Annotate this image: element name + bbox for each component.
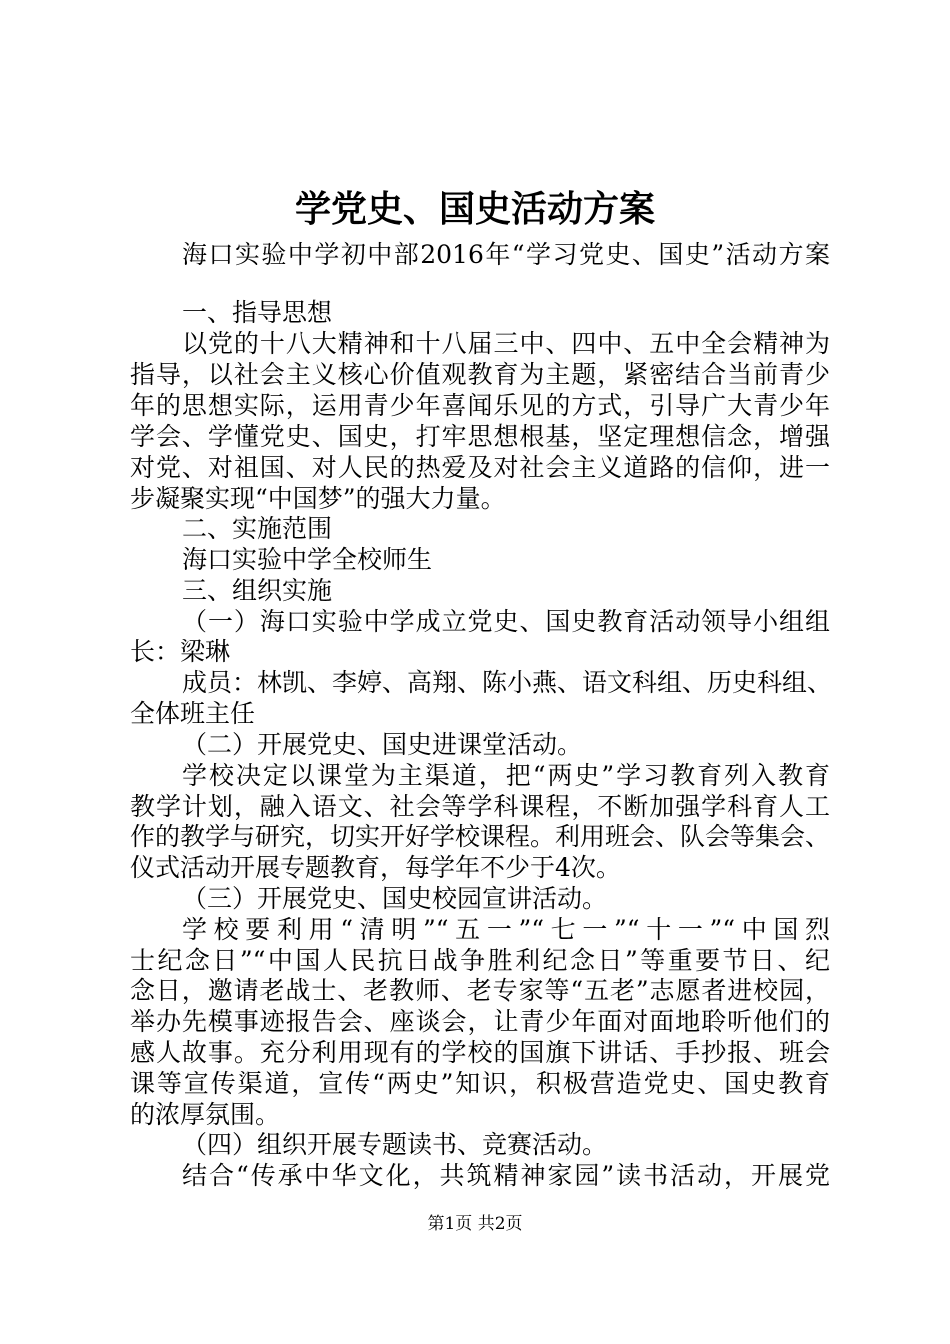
- section-heading: 一、指导思想: [182, 298, 333, 327]
- subsection-heading: （三）开展党史、国史校园宣讲活动。: [182, 884, 608, 913]
- text-line: 年的思想实际，运用青少年喜闻乐见的方式，引导广大青少年: [130, 391, 830, 420]
- text-line: 海口实验中学全校师生: [182, 545, 433, 574]
- text-line: 感人故事。充分利用现有的学校的国旗下讲话、手抄报、班会: [130, 1038, 830, 1067]
- text-line: 念日，邀请老战士、老教师、老专家等“五老”志愿者进校园，: [130, 976, 830, 1005]
- text-line: 学校要利用“清明”“五一”“七一”“十一”“中国烈: [182, 915, 830, 944]
- document-title: 学党史、国史活动方案: [294, 188, 655, 230]
- text-line: 举办先模事迹报告会、座谈会，让青少年面对面地聆听他们的: [130, 1007, 830, 1036]
- text-line: 作的教学与研究，切实开好学校课程。利用班会、队会等集会、: [130, 822, 831, 851]
- subsection-heading: （二）开展党史、国史进课堂活动。: [182, 730, 583, 759]
- text-line: 学校决定以课堂为主渠道，把“两史”学习教育列入教育: [182, 761, 830, 790]
- text-line: 指导，以社会主义核心价值观教育为主题，紧密结合当前青少: [130, 360, 830, 389]
- text-line: （一）海口实验中学成立党史、国史教育活动领导小组组: [182, 607, 830, 636]
- text-line: 全体班主任: [130, 699, 256, 728]
- text-line: 的浓厚氛围。: [130, 1100, 281, 1129]
- text-line: 结合“传承中华文化，共筑精神家园”读书活动，开展党: [182, 1161, 830, 1190]
- page-number: 第1页 共2页: [427, 1214, 523, 1234]
- section-heading: 二、实施范围: [182, 514, 333, 543]
- section-heading: 三、组织实施: [182, 576, 333, 605]
- text-line: 长：梁琳: [130, 637, 231, 666]
- text-line: 对党、对祖国、对人民的热爱及对社会主义道路的信仰，进一: [130, 453, 830, 482]
- text-line: 成员：林凯、李婷、高翔、陈小燕、语文科组、历史科组、: [182, 668, 833, 697]
- text-line: 士纪念日”“中国人民抗日战争胜利纪念日”等重要节日、纪: [130, 946, 830, 975]
- text-line: 步凝聚实现“中国梦”的强大力量。: [130, 484, 506, 513]
- subsection-heading: （四）组织开展专题读书、竞赛活动。: [182, 1130, 608, 1159]
- text-line: 仪式活动开展专题教育，每学年不少于4次。: [130, 853, 621, 882]
- text-line: 以党的十八大精神和十八届三中、四中、五中全会精神为: [182, 329, 830, 358]
- text-line: 学会、学懂党史、国史，打牢思想根基，坚定理想信念，增强: [130, 422, 830, 451]
- text-line: 教学计划，融入语文、社会等学科课程，不断加强学科育人工: [130, 792, 830, 821]
- subtitle: 海口实验中学初中部2016年“学习党史、国史”活动方案: [182, 240, 830, 269]
- text-line: 课等宣传渠道，宣传“两史”知识，积极营造党史、国史教育: [130, 1069, 830, 1098]
